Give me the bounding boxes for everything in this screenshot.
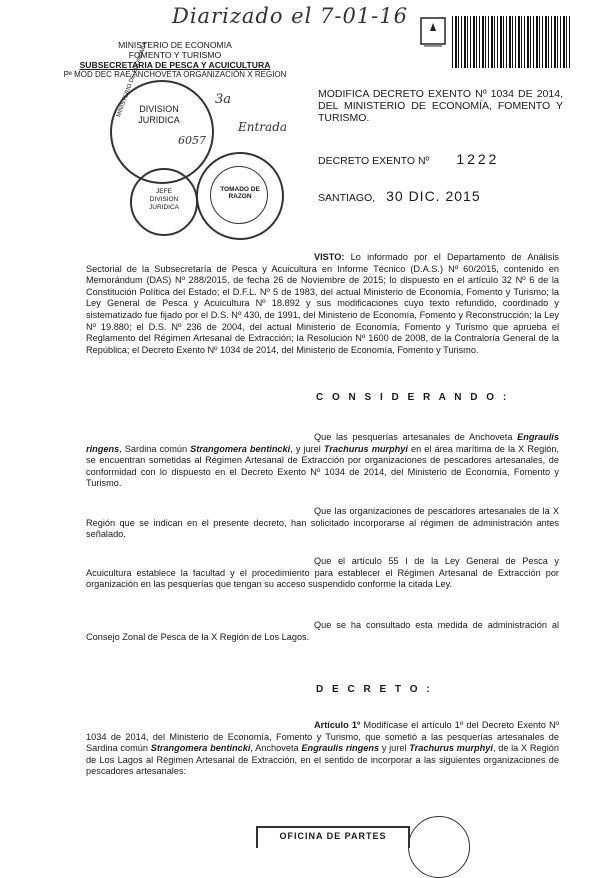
visto-paragraph [86,252,559,356]
stamp-text: OFICINA DE PARTES [279,831,387,841]
barcode [452,16,570,68]
text-span: y jurel [381,743,407,754]
text-span: , de la X Región de Los Lagos al Régimen Artesanal de Extracción, en el sentido de incorporar a las siguientes organizaciones de pescadores artesanales: [86,743,559,777]
species-name: Strangomera bentincki [190,443,291,454]
ministry-line: Pª MOD DEC RAE ANCHOVETA ORGANIZACIÓN X REGION [63,70,287,79]
considerando-paragraph: Que se ha consultado esta medida de administración al Consejo Zonal de Pesca de la X Región de Los Lagos. [86,620,559,642]
species-name: Trachurus murphyi [323,443,408,454]
species-name: Engraulis ringens [86,432,559,454]
handwritten-date-note: Diarizado el 7-01-16 [172,4,408,28]
species-name: Trachurus murphyi [409,743,493,754]
stamp-ring-text: MINISTERIO DE ECONOMIA [116,41,149,119]
jefe-division-stamp [130,168,198,236]
considerando-heading: C O N S I D E R A N D O : [316,392,510,403]
text-span: , Anchoveta [250,743,299,754]
species-name: Engraulis ringens [301,743,380,754]
santiago-date: 30 DIC. 2015 [386,188,481,204]
visto-text: Lo informado por el Departamento de Análisis Sectorial de la Subsecretaría de Pesca y Acuicultura en Informe Técnico (D.A.S.) Nº 60/2015, contenido en Memorándum (DAS) Nº 288/2015, de fecha 26 de Noviembre de 2015; lo dispuesto en el artículo 32 Nº 6 de la Constitución Política del Estado; el D.F.L. Nº 5 de 1983, del actual Ministerio de Economía, Fomento y Turismo; la Ley General de Pesca y Acuicultura Nº 18.892 y sus modificaciones cuyo texto refundido, coordinado y sistematizado fue fijado por el D.S. Nº 430, de 1991, del Ministerio de Economía, Fomento y Reconstrucción; la Ley Nº 19.880; el D.S. Nº 236 de 2004, del actual Ministerio de Economía, Fomento y Turismo que aprueba el Reglamento del Régimen Artesanal de Extracción; la Resolución Nº 1600 de 2008, de la Contraloría General de la República; el Decreto Exento Nº 1034 de 2014, del Ministerio de Economía, Fomento y Turismo. [86,252,559,355]
text-span: , y jurel [290,443,321,454]
text-span: en el área marítima de la X Región, se encuentran sometidas al Régimen Artesanal de Extracción por organizaciones de pescadores artesanales, de conformidad con lo dispuesto en el Decreto Exento Nº 1034 de 2014, del Ministerio de Economía, Fomento y Turismo. [86,443,560,489]
articulo-heading: Artículo 1º [314,720,361,730]
considerando-1 [86,432,559,490]
considerando-paragraph: Que las organizaciones de pescadores artesanales de la X Región que se indican en el presente decreto, han solicitado incorporarse al régimen de administración antes señalado. [86,506,559,540]
handwritten-note: 3a [215,92,232,107]
considerando-paragraph: Que el artículo 55 I de la Ley General de Pesca y Acuicultura establece la facultad y el procedimiento para establecer el Régimen Artesanal de Extracción por organización en las pesquerías que tengan su acceso suspendido conforme la citada Ley. [86,556,559,590]
articulo-paragraph [86,720,559,778]
decreto-exento-line [318,151,499,167]
considerando-2 [86,506,559,541]
ministry-header [55,40,295,80]
visto-section [86,252,559,356]
chile-seal-icon [418,14,448,50]
text-span: Modifícase el artículo 1º del Decreto Exento Nº 1034 de 2014, del Ministerio de Economía, Fomento y Turismo, que sometió a las pesquerías artesanales de Sardina común [86,720,559,754]
santiago-label: SANTIAGO, [318,192,376,204]
oficina-partes-stamp [256,826,410,848]
handwritten-note: 6057 [178,134,206,147]
considerando-paragraph [86,432,559,490]
document-title: MODIFICA DECRETO EXENTO Nº 1034 DE 2014, DEL MINISTERIO DE ECONOMÍA, FOMENTO Y TURISMO. [318,88,563,124]
considerando-4 [86,620,559,643]
handwritten-note: Entrada [238,120,288,134]
decreto-heading: D E C R E T O : [316,684,433,695]
articulo-1 [86,720,559,778]
ministry-line: FOMENTO Y TURISMO [128,50,222,60]
decreto-label: DECRETO EXENTO Nº [318,155,430,167]
text-span: , Sardina común [119,443,188,454]
stamp-center-text: TOMADO DE RAZON [220,186,260,200]
species-name: Strangomera bentincki [150,743,251,754]
santiago-line [318,188,481,204]
considerando-3 [86,556,559,591]
decreto-number: 1222 [456,151,500,167]
ministry-line: SUBSECRETARIA DE PESCA Y ACUICULTURA [79,60,271,70]
contraloria-stamp [196,152,284,240]
stamp-center-text: JEFE DIVISION JURIDICA [149,188,179,211]
ministry-line: MINISTERIO DE ECONOMIA [118,40,232,50]
text-span: Que las pesquerías artesanales de Anchoveta [314,432,513,442]
stamp-center-text: DIVISION JURIDICA [138,104,180,125]
visto-heading: VISTO: [314,252,345,262]
round-stamp-partial [408,816,470,878]
